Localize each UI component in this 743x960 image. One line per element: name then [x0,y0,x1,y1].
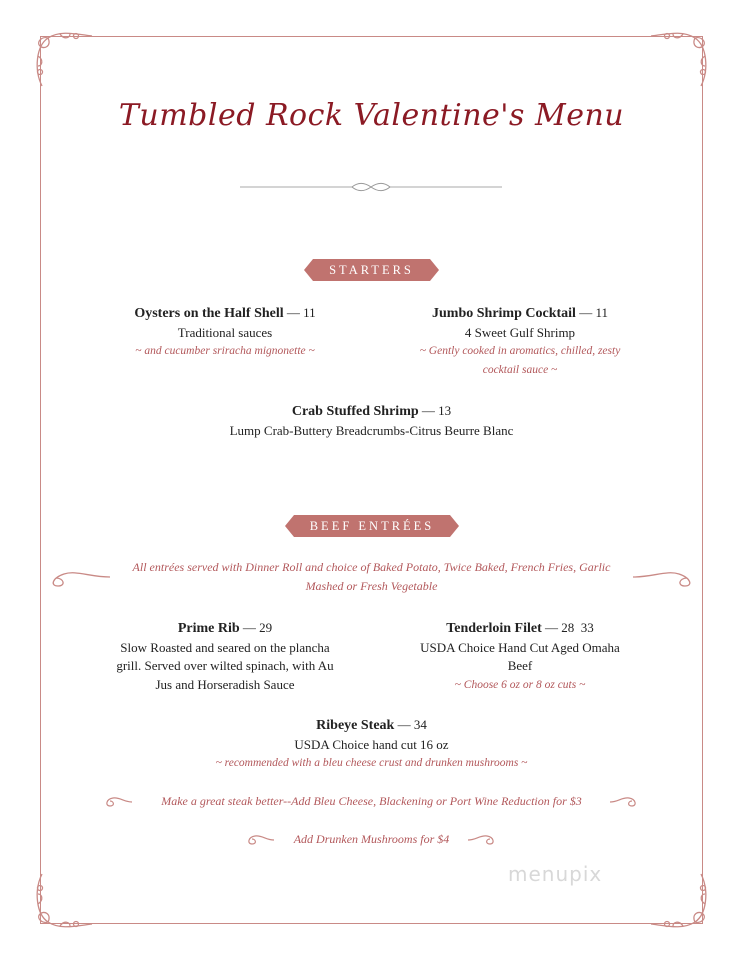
addon-steak-toppings: Make a great steak better--Add Bleu Cheese, Blackening or Port Wine Reduction for $3 [161,794,582,808]
item-description: Traditional sauces [177,324,273,340]
watermark-logo: menupix [508,862,603,886]
item-name: Tenderloin Filet [446,621,542,636]
item-name: Jumbo Shrimp Cocktail [432,306,576,321]
item-note: ~ and cucumber sriracha mignonette ~ [135,345,315,357]
menu-item-shrimp-cocktail: Jumbo Shrimp Cocktail — 11 4 Sweet Gulf Shrimp ~ Gently cooked in aromatics, chilled, zesty cocktail sauce ~ [390,304,650,379]
item-name: Ribeye Steak [316,718,395,733]
item-description: grill. Served over wilted spinach, with Au [116,658,334,673]
menu-title: Tumbled Rock Valentine's Menu [118,98,625,133]
entree-intro-line-1: All entrées served with Dinner Roll and choice of Baked Potato, Twice Baked, French Fries, Garlic [132,560,611,574]
menu-item-ribeye: Ribeye Steak — 34 USDA Choice hand cut 16 oz ~ recommended with a bleu cheese crust and drunken mushrooms ~ [140,716,603,773]
item-description: USDA Choice Hand Cut Aged Omaha [420,639,620,655]
item-description: USDA Choice hand cut 16 oz [294,736,449,752]
bottom-left-flourish [30,864,100,934]
item-price: 11 [303,305,316,320]
item-price: 11 [595,305,608,320]
starters-banner: STARTERS [313,259,430,281]
bottom-right-flourish [643,864,713,934]
item-price: 34 [413,717,427,732]
entree-intro-line-2: Mashed or Fresh Vegetable [305,579,438,593]
mushroom-swirl-right [466,833,500,847]
menu-item-crab-shrimp: Crab Stuffed Shrimp — 13 Lump Crab-Buttery Breadcrumbs-Citrus Beurre Blanc [170,402,573,440]
menu-item-prime-rib: Prime Rib — 29 Slow Roasted and seared on the plancha grill. Served over wilted spinach, with Au Jus and Horseradish Sauce [95,619,355,694]
item-note: ~ recommended with a bleu cheese crust and drunken mushrooms ~ [215,757,528,769]
addon-swirl-right [608,795,642,809]
beef-entrees-banner: BEEF ENTRÉES [294,515,450,537]
item-note: ~ Gently cooked in aromatics, chilled, zesty [419,345,621,357]
menu-item-oysters: Oysters on the Half Shell — 11 Traditional sauces ~ and cucumber sriracha mignonette ~ [100,304,350,361]
menu-border [40,36,703,924]
item-description: Beef [507,658,533,673]
title-divider [240,180,502,192]
item-description: 4 Sweet Gulf Shrimp [464,324,576,340]
top-left-flourish [30,26,100,96]
item-price: 28 33 [561,620,594,635]
addon-mushrooms: Add Drunken Mushrooms for $4 [293,832,450,846]
item-name: Crab Stuffed Shrimp [291,404,419,419]
item-name: Prime Rib [177,621,240,636]
item-description: Jus and Horseradish Sauce [155,676,295,692]
item-name: Oysters on the Half Shell [134,306,284,321]
item-description: Lump Crab-Buttery Breadcrumbs-Citrus Beurre Blanc [229,422,514,438]
item-note: ~ Choose 6 oz or 8 oz cuts ~ [454,678,586,691]
item-note: cocktail sauce ~ [482,363,558,376]
item-price: 29 [259,620,273,635]
item-price: 13 [438,403,452,418]
top-right-flourish [643,26,713,96]
item-description: Slow Roasted and seared on the plancha [120,639,330,655]
menu-item-tenderloin: Tenderloin Filet — 28 33 USDA Choice Hand Cut Aged Omaha Beef ~ Choose 6 oz or 8 oz cuts ~ [395,619,645,694]
